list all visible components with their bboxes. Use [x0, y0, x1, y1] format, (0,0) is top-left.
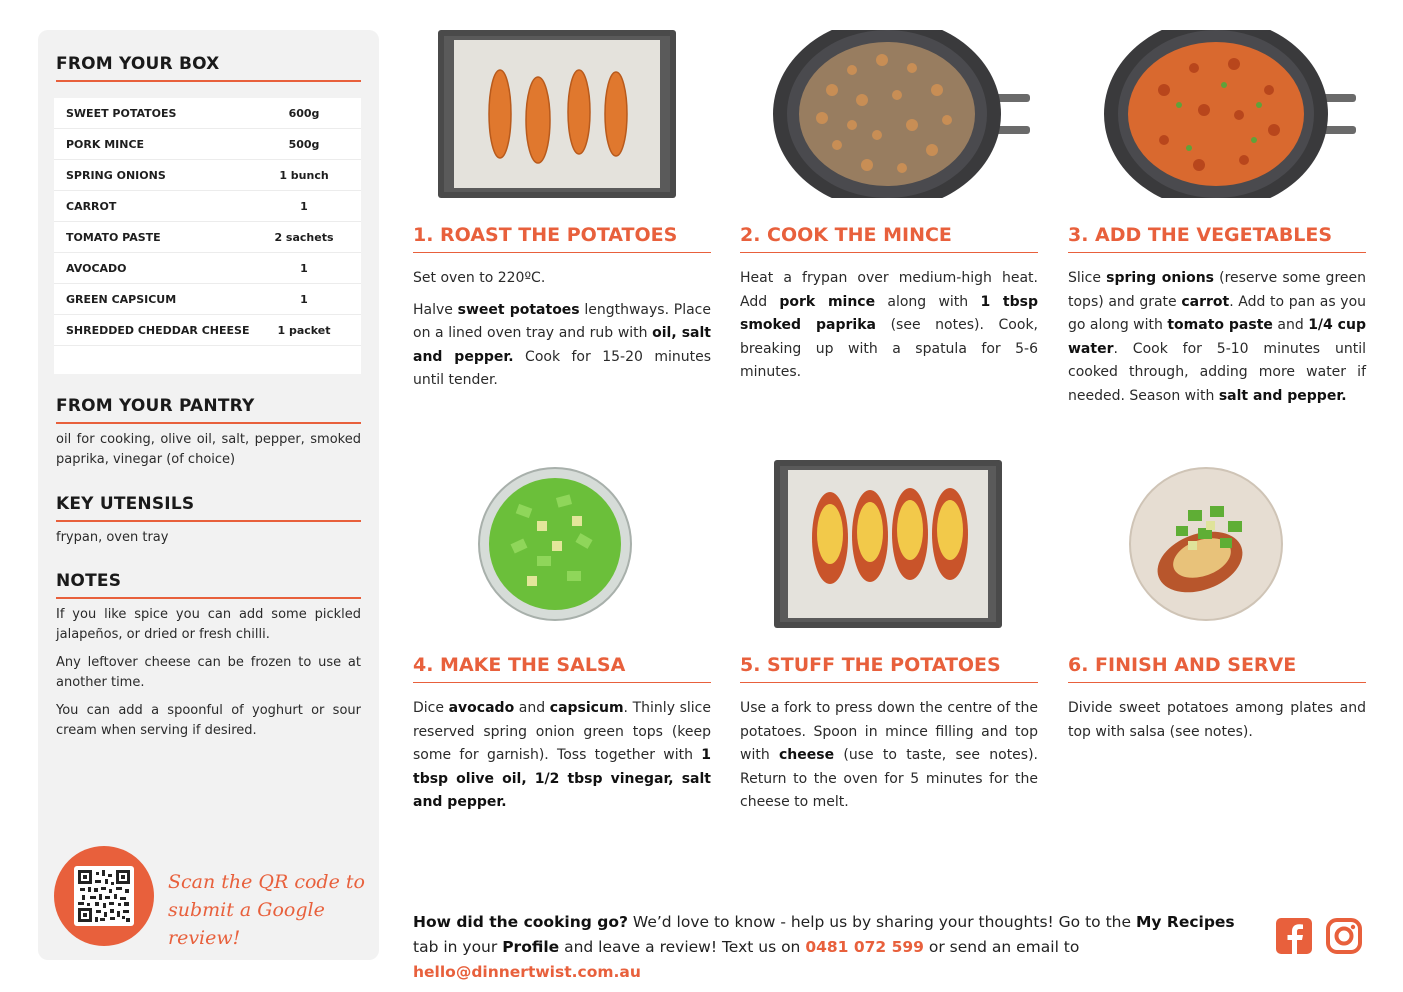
- ingredient-highlight: sweet potatoes: [457, 301, 580, 318]
- ingredient-quantity: 1: [300, 261, 308, 275]
- ingredient-quantity: 1 packet: [277, 323, 331, 337]
- ingredient-row: [54, 129, 361, 160]
- qr-caption-line: submit a Google review!: [168, 899, 325, 949]
- facebook-icon[interactable]: [1275, 917, 1313, 955]
- ingredient-row: [54, 98, 361, 129]
- ingredient-quantity: 500g: [288, 137, 320, 151]
- step-3-text: [1068, 267, 1366, 416]
- profile-label: Profile: [502, 938, 560, 956]
- step-6-title: 6. FINISH AND SERVE: [1068, 654, 1366, 683]
- step-text-run: and: [1272, 317, 1309, 333]
- notes-heading: NOTES: [56, 571, 361, 599]
- step-paragraph: [740, 267, 1038, 385]
- footer-question: How did the cooking go?: [413, 913, 628, 931]
- utensils-text: frypan, oven tray: [56, 530, 169, 545]
- from-your-pantry-heading: FROM YOUR PANTRY: [56, 396, 361, 424]
- ingredient-name: SWEET POTATOES: [66, 106, 177, 120]
- salsa-bowl-image: [477, 466, 633, 622]
- step-paragraph: [740, 697, 1038, 815]
- step-text-run: Use a fork to press down the centre of the potatoes. Spoon in mince filling and top with: [740, 700, 1038, 763]
- step-4-text: [413, 697, 711, 823]
- ingredient-row: [54, 222, 361, 253]
- ingredient-highlight: carrot: [1181, 293, 1230, 310]
- step-paragraph: [413, 697, 711, 815]
- step-2-title: 2. COOK THE MINCE: [740, 224, 1038, 253]
- ingredient-quantity: 1 bunch: [279, 168, 329, 182]
- step-5-text: [740, 697, 1038, 823]
- step-text-run: and: [514, 700, 550, 716]
- step-text-run: Heat a frypan over medium-high heat. Add: [740, 270, 1038, 310]
- ingredient-name: CARROT: [66, 199, 117, 213]
- note-item: If you like spice you can add some pickled jalapeños, or dried or fresh chilli.: [56, 607, 361, 642]
- ingredient-highlight: cheese: [779, 747, 835, 763]
- step-paragraph: [1068, 267, 1366, 408]
- ingredient-row: [54, 160, 361, 191]
- step-5-title: 5. STUFF THE POTATOES: [740, 654, 1038, 683]
- step-4-title: 4. MAKE THE SALSA: [413, 654, 711, 683]
- ingredient-highlight: 1/4 cup water: [1068, 317, 1366, 357]
- step-6-text: [1068, 697, 1366, 752]
- pantry-text: oil for cooking, olive oil, salt, pepper, smoked paprika, vinegar (of choice): [56, 432, 361, 467]
- sweet-potatoes-on-tray-image: [438, 30, 676, 198]
- footer-text: or send an email to: [923, 938, 1080, 956]
- from-your-box-heading: FROM YOUR BOX: [56, 54, 361, 82]
- ingredient-name: AVOCADO: [66, 261, 127, 275]
- my-recipes-label: My Recipes: [1135, 913, 1235, 931]
- qr-code-badge[interactable]: [54, 846, 154, 946]
- step-3-title: 3. ADD THE VEGETABLES: [1068, 224, 1366, 253]
- step-1-text: [413, 267, 711, 401]
- ingredient-name: GREEN CAPSICUM: [66, 292, 177, 306]
- instagram-icon[interactable]: [1325, 917, 1363, 955]
- ingredient-quantity: 1: [300, 292, 308, 306]
- ingredient-highlight: tomato paste: [1167, 317, 1273, 333]
- ingredient-name: PORK MINCE: [66, 137, 145, 151]
- footer-text: tab in your: [413, 938, 503, 956]
- mince-with-vegetables-image: [1104, 30, 1358, 198]
- note-item: Any leftover cheese can be frozen to use at another time.: [56, 655, 361, 690]
- step-text-run: . Thinly slice reserved spring onion green tops (keep some for garnish). Toss together with: [413, 700, 711, 763]
- step-2-text: [740, 267, 1038, 393]
- step-text-run: Set oven to 220ºC.: [413, 270, 546, 286]
- stuffed-potatoes-on-tray-image: [774, 460, 1002, 628]
- ingredient-row: [54, 191, 361, 222]
- step-text-run: Divide sweet potatoes among plates and top with salsa (see notes).: [1068, 700, 1366, 740]
- ingredient-highlight: salt and pepper.: [1218, 387, 1347, 404]
- step-paragraph: [1068, 697, 1366, 744]
- mince-in-frypan-image: [772, 30, 1032, 198]
- ingredient-quantity: 2 sachets: [274, 230, 334, 244]
- step-text-run: (use to taste, see notes). Return to the oven for 5 minutes for the cheese to melt.: [740, 747, 1039, 810]
- ingredient-name: TOMATO PASTE: [66, 230, 161, 244]
- ingredient-highlight: 1 tbsp olive oil, 1/2 tbsp vinegar, salt and pepper.: [413, 747, 711, 810]
- footer-text: We’d love to know - help us by sharing your thoughts! Go to the: [627, 913, 1136, 931]
- step-text-run: (see notes). Cook, breaking up with a spatula for 5-6 minutes.: [740, 317, 1038, 380]
- ingredient-highlight: capsicum: [549, 700, 624, 716]
- key-utensils-heading: KEY UTENSILS: [56, 494, 361, 522]
- note-item: You can add a spoonful of yoghurt or sour cream when serving if desired.: [56, 703, 361, 738]
- qr-code[interactable]: [74, 866, 134, 926]
- email-link[interactable]: hello@dinnertwist.com.au: [413, 963, 641, 981]
- ingredients-table: [54, 98, 361, 374]
- ingredient-highlight: oil, salt and pepper.: [413, 325, 711, 365]
- step-text-run: Halve: [413, 301, 458, 318]
- ingredient-name: SHREDDED CHEDDAR CHEESE: [66, 323, 250, 337]
- ingredient-name: SPRING ONIONS: [66, 168, 166, 182]
- step-text-run: Cook for 15-20 minutes until tender.: [413, 348, 711, 388]
- step-text-run: (reserve some green tops) and grate: [1068, 270, 1366, 310]
- step-paragraph: [413, 299, 711, 393]
- step-text-run: Dice: [413, 700, 449, 716]
- step-text-run: along with: [875, 293, 981, 310]
- phone-link[interactable]: 0481 072 599: [805, 938, 924, 956]
- step-text-run: . Cook for 5-10 minutes until cooked through, adding more water if needed. Season with: [1068, 340, 1366, 404]
- ingredient-row: [54, 284, 361, 315]
- ingredient-quantity: 600g: [288, 106, 320, 120]
- step-paragraph: [413, 267, 711, 291]
- plated-dish-image: [1128, 466, 1284, 622]
- review-footer: [413, 910, 1263, 985]
- ingredient-highlight: avocado: [448, 700, 515, 716]
- qr-caption: [168, 868, 368, 952]
- ingredient-row: [54, 315, 361, 346]
- ingredient-highlight: pork mince: [779, 293, 876, 310]
- step-text-run: Slice: [1068, 270, 1107, 286]
- ingredient-highlight: spring onions: [1106, 270, 1214, 286]
- footer-text: and leave a review! Text us on: [559, 938, 806, 956]
- ingredient-row: [54, 253, 361, 284]
- step-text-run: . Add to pan as you go along with: [1068, 293, 1367, 333]
- ingredient-highlight: 1 tbsp smoked paprika: [740, 293, 1038, 333]
- step-1-title: 1. ROAST THE POTATOES: [413, 224, 711, 253]
- ingredients-sidebar: [38, 30, 379, 960]
- notes-list: [56, 605, 361, 749]
- qr-caption-line: Scan the QR code to: [168, 871, 365, 893]
- ingredient-quantity: 1: [300, 199, 308, 213]
- step-text-run: lengthways. Place on a lined oven tray and rub with: [413, 301, 711, 341]
